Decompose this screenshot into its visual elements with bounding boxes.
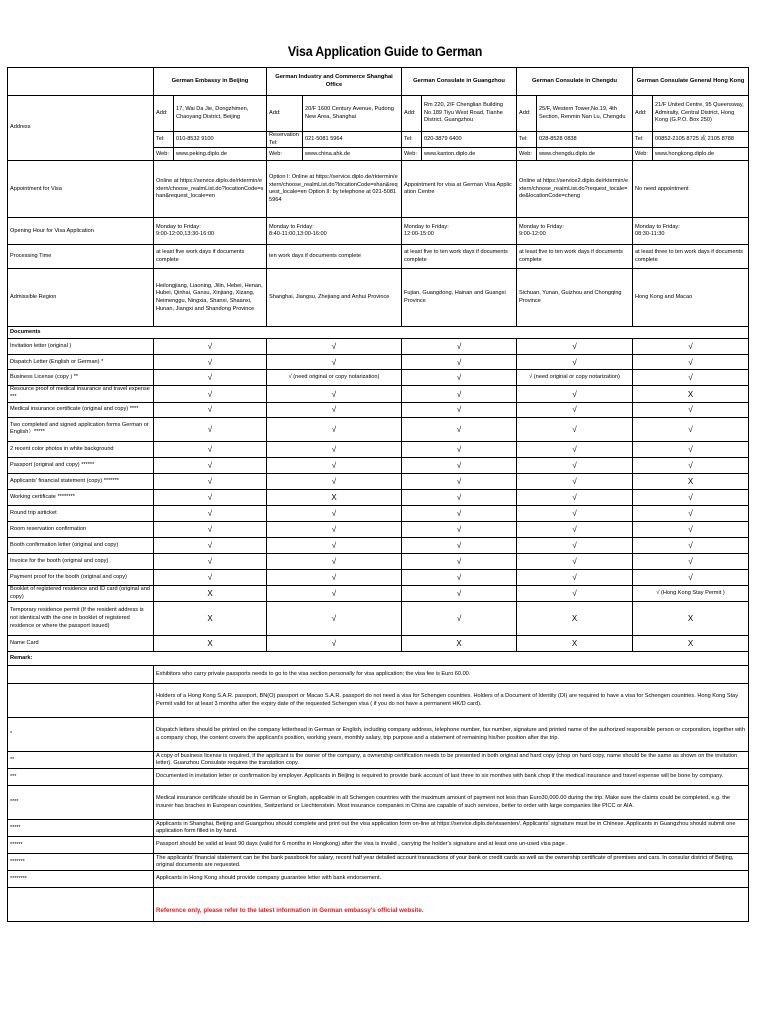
address-value: 25/F, Western Tower,No.19, 4th Section, Renmin Nan Lu, Chengdu <box>537 96 633 132</box>
column-header: German Consulate in Guangzhou <box>402 68 517 96</box>
address-key: Reservation Tel: <box>267 132 303 148</box>
document-row <box>8 505 749 521</box>
check-mark: √ <box>402 386 517 402</box>
document-label: Invoice for the booth (original and copy) <box>8 553 154 569</box>
check-mark: √ <box>267 602 402 636</box>
check-mark: √ <box>633 339 749 355</box>
address-value: 028-8528 0838 <box>537 132 633 148</box>
document-label: Temporary residence permit (If the resident address is not identical with the one in booklet of registered residence or where the passport issued) <box>8 602 154 636</box>
region-cell: Shanghai, Jiangsu, Zhejiang and Anhui Province <box>267 269 402 327</box>
remark-symbol: ******** <box>8 871 154 888</box>
cross-mark: X <box>154 585 267 601</box>
document-label: Room reservation confirmation <box>8 521 154 537</box>
cross-mark: X <box>402 636 517 652</box>
address-key: Web: <box>267 148 303 161</box>
note-row <box>8 888 749 922</box>
address-value: 17, Wai Da Jie, Dongzhimen, Chaoyang District, Beijing <box>174 96 267 132</box>
processing-row <box>8 245 749 269</box>
check-mark: √ <box>154 339 267 355</box>
check-mark: √ <box>267 417 402 441</box>
address-key: Add: <box>633 96 653 132</box>
check-mark: √ <box>517 473 633 489</box>
row-label-appointment: Appointment for Visa <box>8 161 154 218</box>
opening-cell: Monday to Friday: 8:40-11:00,13:00-16:00 <box>267 218 402 245</box>
check-mark: √ (need original or copy notarization) <box>517 370 633 386</box>
address-key: Web: <box>633 148 653 161</box>
check-mark: √ (need original or copy notarization) <box>267 370 402 386</box>
address-key: Tel: <box>154 132 174 148</box>
address-value: 020-3879 6400 <box>422 132 517 148</box>
address-value: 20/F 1600 Century Avenue, Pudong New Area, Shanghai <box>303 96 402 132</box>
document-label: Working certificate ******** <box>8 489 154 505</box>
document-row <box>8 521 749 537</box>
check-mark: √ <box>402 355 517 370</box>
region-cell: Heilongjiang, Liaoning, Jilin, Hebei, Henan, Hubei, Qinhai, Gansu, Xinjiang, Xizang, Neimenggu, Ningxia, Shanxi, Shaanxi, Hunan, Jiangxi and Shandong Province <box>154 269 267 327</box>
document-row <box>8 489 749 505</box>
check-mark: √ <box>267 585 402 601</box>
check-mark: √ (Hong Kong Stay Permit ) <box>633 585 749 601</box>
address-value: 010-8532 9100 <box>174 132 267 148</box>
check-mark: √ <box>402 602 517 636</box>
header-row <box>8 68 749 96</box>
check-mark: √ <box>517 339 633 355</box>
check-mark: √ <box>633 441 749 457</box>
column-header: German Embassy in Beijing <box>154 68 267 96</box>
check-mark: √ <box>517 553 633 569</box>
remark-symbol: **** <box>8 786 154 820</box>
document-label: Business License (copy ) ** <box>8 370 154 386</box>
remark-row <box>8 820 749 837</box>
address-key: Web: <box>517 148 537 161</box>
opening-row <box>8 218 749 245</box>
opening-cell: Monday to Friday: 9:00-12:00 <box>517 218 633 245</box>
check-mark: √ <box>154 402 267 417</box>
address-value: www.chengdu.diplo.de <box>537 148 633 161</box>
check-mark: √ <box>402 505 517 521</box>
processing-cell: ten work days if documents complete <box>267 245 402 269</box>
appointment-row <box>8 161 749 218</box>
check-mark: √ <box>267 505 402 521</box>
remark-row <box>8 718 749 752</box>
cross-mark: X <box>633 602 749 636</box>
address-value: www.kanton.diplo.de <box>422 148 517 161</box>
check-mark: √ <box>267 553 402 569</box>
region-cell: Hong Kong and Macao <box>633 269 749 327</box>
address-key: Web: <box>402 148 422 161</box>
check-mark: √ <box>633 370 749 386</box>
check-mark: √ <box>402 521 517 537</box>
document-label: Booth confirmation letter (original and copy) <box>8 537 154 553</box>
check-mark: √ <box>517 569 633 585</box>
document-row <box>8 417 749 441</box>
document-label: Payment proof for the booth (original and copy) <box>8 569 154 585</box>
check-mark: √ <box>633 489 749 505</box>
reference-note: Reference only, please refer to the latest information in German embassy's official website. <box>154 888 749 922</box>
remark-symbol: ******* <box>8 854 154 871</box>
check-mark: √ <box>402 441 517 457</box>
check-mark: √ <box>267 457 402 473</box>
remark-text: Documented in invitation letter or confirmation by employer. Applicants in Beijing is required to provide bank account of last three to six monthes with bank chop if the medical insurance and travel expense will be bone by company. <box>154 769 749 786</box>
processing-cell: at least five to ten work days if documents complete <box>402 245 517 269</box>
remark-text: The applicants' financial statement can be the bank passbook for salary, recent half year detailed account transactions of your bank or credit cards as well as the ownership certificate of premises and cars. In consular district of Beijing, original documents are requested. <box>154 854 749 871</box>
address-key: Tel: <box>402 132 422 148</box>
check-mark: √ <box>633 457 749 473</box>
address-value: 21/F United Centre, 95 Queensway, Admiralty, Central District, Hong Kong (G.P.O. Box 250) <box>653 96 749 132</box>
remark-row <box>8 786 749 820</box>
region-row <box>8 269 749 327</box>
remark-text: Dispatch letters should be printed on the company letterhead in German or English, including company address, telephone number, fax number, signature and printed name of the authorized responsible person or corporation, together with a company chop, the content covers the applicant's position, working years, monthly salary, trip purpose and a statement of remaining his/her position after the trip. <box>154 718 749 752</box>
check-mark: √ <box>402 489 517 505</box>
check-mark: √ <box>517 417 633 441</box>
region-cell: Sichuan, Yunan, Guizhou and Chongqing Province <box>517 269 633 327</box>
check-mark: √ <box>402 585 517 601</box>
check-mark: √ <box>402 417 517 441</box>
appointment-cell: No need appointment <box>633 161 749 218</box>
appointment-cell: Option I: Online at https://service.diplo.de/rktermin/extern/choose_realmList.do?locationCode=shan&request_locale=en Option II: by telephone at 021-5081 5964 <box>267 161 402 218</box>
check-mark: √ <box>402 339 517 355</box>
row-label-processing: Processing Time <box>8 245 154 269</box>
documents-header-row <box>8 327 749 339</box>
document-row <box>8 553 749 569</box>
remark-row <box>8 752 749 769</box>
document-label: Invitation letter (original ) <box>8 339 154 355</box>
check-mark: √ <box>517 457 633 473</box>
check-mark: √ <box>154 386 267 402</box>
remark-text: Applicants in Hong Kong should provide company guarantee letter with bank endorsement. <box>154 871 749 888</box>
check-mark: √ <box>267 537 402 553</box>
remark-text: Holders of a Hong Kong S.A.R. passport, BN(O) passport or Macao S.A.R. passport do not need a visa for Schengen countries. Holders of a Document of Identity (DI) are required to have a visa for Schengen countries. Hong Kong Stay Permit valid for at least 3 months after the expiry date of the requested Schengen visa ( if you do not have a permanent HK/D card). <box>154 684 749 718</box>
check-mark: √ <box>154 489 267 505</box>
cross-mark: X <box>267 489 402 505</box>
cross-mark: X <box>633 636 749 652</box>
check-mark: √ <box>402 370 517 386</box>
check-mark: √ <box>402 473 517 489</box>
check-mark: √ <box>267 569 402 585</box>
check-mark: √ <box>633 521 749 537</box>
opening-cell: Monday to Friday: 12:00-15:00 <box>402 218 517 245</box>
address-key: Add: <box>517 96 537 132</box>
remark-symbol: * <box>8 718 154 752</box>
address-value: www.peking.diplo.de <box>174 148 267 161</box>
document-row <box>8 636 749 652</box>
remark-symbol <box>8 666 154 684</box>
check-mark: √ <box>517 489 633 505</box>
check-mark: √ <box>633 402 749 417</box>
remark-row <box>8 666 749 684</box>
document-label: Round trip airticket <box>8 505 154 521</box>
document-row <box>8 537 749 553</box>
document-label: Booklet of registered residence and ID card (original and copy) <box>8 585 154 601</box>
document-label: Dispatch Letter (English or German) * <box>8 355 154 370</box>
check-mark: √ <box>402 402 517 417</box>
cross-mark: X <box>517 636 633 652</box>
check-mark: √ <box>154 537 267 553</box>
remark-row <box>8 769 749 786</box>
remark-header-row <box>8 652 749 666</box>
appointment-cell: Appointment for visa at German Visa Application Centre <box>402 161 517 218</box>
remark-row <box>8 684 749 718</box>
document-label: Passport (original and copy) ****** <box>8 457 154 473</box>
row-label-address: Address <box>8 96 154 161</box>
cross-mark: X <box>633 386 749 402</box>
address-value: www.china.ahk.de <box>303 148 402 161</box>
check-mark: √ <box>633 553 749 569</box>
note-blank <box>8 888 154 922</box>
check-mark: √ <box>517 505 633 521</box>
remark-label: Remark: <box>8 652 749 666</box>
check-mark: √ <box>517 386 633 402</box>
check-mark: √ <box>267 636 402 652</box>
region-cell: Fujian, Guangdong, Hainan and Guangxi Province <box>402 269 517 327</box>
document-row <box>8 370 749 386</box>
document-row <box>8 602 749 636</box>
check-mark: √ <box>633 505 749 521</box>
processing-cell: at least three to ten work days if documents complete <box>633 245 749 269</box>
check-mark: √ <box>517 521 633 537</box>
document-row <box>8 585 749 601</box>
row-label-region: Admissible Region <box>8 269 154 327</box>
check-mark: √ <box>154 521 267 537</box>
opening-cell: Monday to Friday: 08:30-11:30 <box>633 218 749 245</box>
remark-symbol: *** <box>8 769 154 786</box>
remark-text: A copy of business license is required, if the applicant is the owner of the company, a ownership certification needs to be presented in both original and hard copy (chop on hard copy, name should be the same as shown on the invitation letter). Guanzhou Consulate requires the translation copy. <box>154 752 749 769</box>
document-label: Name Card <box>8 636 154 652</box>
check-mark: √ <box>633 569 749 585</box>
check-mark: √ <box>154 569 267 585</box>
check-mark: √ <box>267 441 402 457</box>
processing-cell: at least five work days if documents complete <box>154 245 267 269</box>
column-header: German Consulate in Chengdu <box>517 68 633 96</box>
check-mark: √ <box>402 553 517 569</box>
check-mark: √ <box>517 537 633 553</box>
check-mark: √ <box>402 537 517 553</box>
check-mark: √ <box>517 355 633 370</box>
address-value: Rm 220, 2/F Chenglian Building No.189 Tiyu West Road, Tianhe District, Guangzhou <box>422 96 517 132</box>
column-header: German Consulate General Hong Kong <box>633 68 749 96</box>
remark-row <box>8 854 749 871</box>
address-key: Add: <box>402 96 422 132</box>
check-mark: √ <box>154 553 267 569</box>
document-row <box>8 402 749 417</box>
remark-text: Medical insurance certificate should be in German or English, applicable in all Schengen countries with the maximum amount of payment not less than Euro30,000.00 during the trip. Make sure the claims could be completed, e.g. the insurer has braches in European countries, Switzerland or Liechtenstein. Most insurance companies in China are capable of such services, better to order with large companies like PICC or AIA. <box>154 786 749 820</box>
header-blank <box>8 68 154 96</box>
cross-mark: X <box>517 602 633 636</box>
document-row <box>8 473 749 489</box>
column-header: German Industry and Commerce Shanghai Office <box>267 68 402 96</box>
remark-symbol: ****** <box>8 837 154 854</box>
remark-row <box>8 871 749 888</box>
document-row <box>8 457 749 473</box>
check-mark: √ <box>402 457 517 473</box>
check-mark: √ <box>267 355 402 370</box>
processing-cell: at least five to ten work days if documents complete <box>517 245 633 269</box>
check-mark: √ <box>517 402 633 417</box>
remark-text: Applicants in Shanghai, Beijing and Guangzhou should complete and print out the visa application form on-line at https://service.diplo.de/visaenten/. Applicants' signature must be in Chinese. Applicants in Guangzhou should submit one application form filled in by hand. <box>154 820 749 837</box>
page-title: Visa Application Guide to German <box>287 44 483 59</box>
remark-row <box>8 837 749 854</box>
check-mark: √ <box>267 473 402 489</box>
cross-mark: X <box>154 636 267 652</box>
address-key: Tel: <box>517 132 537 148</box>
appointment-cell: Online at https://service2.diplo.de/rktermin/extern/choose_realmList.do?request_locale=de&locationCode=cheng <box>517 161 633 218</box>
cross-mark: X <box>633 473 749 489</box>
address-row <box>8 96 749 132</box>
cross-mark: X <box>154 602 267 636</box>
check-mark: √ <box>267 386 402 402</box>
check-mark: √ <box>154 417 267 441</box>
address-value: 00852-2105 8725 或 2105 8788 <box>653 132 749 148</box>
document-row <box>8 569 749 585</box>
document-label: Applicants' financial statement (copy) ******* <box>8 473 154 489</box>
check-mark: √ <box>402 569 517 585</box>
address-key: Add: <box>267 96 303 132</box>
check-mark: √ <box>267 339 402 355</box>
check-mark: √ <box>267 521 402 537</box>
document-row <box>8 339 749 355</box>
check-mark: √ <box>154 370 267 386</box>
appointment-cell: Online at https://service.diplo.de/rktermin/extern/choose_realmList.do?locationCode=shan&request_locale=en <box>154 161 267 218</box>
check-mark: √ <box>633 537 749 553</box>
check-mark: √ <box>517 441 633 457</box>
address-value: www.hongkong.diplo.de <box>653 148 749 161</box>
address-key: Web: <box>154 148 174 161</box>
document-label: Two completed and signed application forms German or English）***** <box>8 417 154 441</box>
check-mark: √ <box>154 505 267 521</box>
check-mark: √ <box>633 355 749 370</box>
check-mark: √ <box>154 355 267 370</box>
address-key: Add: <box>154 96 174 132</box>
document-row <box>8 386 749 402</box>
check-mark: √ <box>267 402 402 417</box>
remark-symbol: ** <box>8 752 154 769</box>
visa-guide-table <box>7 67 749 922</box>
remark-symbol <box>8 684 154 718</box>
check-mark: √ <box>154 441 267 457</box>
remark-symbol: ***** <box>8 820 154 837</box>
document-label: Resource proof of medical insurance and travel expense *** <box>8 386 154 402</box>
check-mark: √ <box>154 473 267 489</box>
document-row <box>8 355 749 370</box>
address-key: Tel: <box>633 132 653 148</box>
remark-text: Exhibitors who carry private passports needs to go to the visa section personally for visa application; the visa fee is Euro 60.00. <box>154 666 749 684</box>
check-mark: √ <box>633 417 749 441</box>
documents-label: Documents <box>8 327 749 339</box>
document-label: Medical insurance certificate (original and copy) **** <box>8 402 154 417</box>
document-row <box>8 441 749 457</box>
opening-cell: Monday to Friday: 9:00-12:00,13:30-16:00 <box>154 218 267 245</box>
row-label-opening: Opening Hour for Visa Application <box>8 218 154 245</box>
check-mark: √ <box>517 585 633 601</box>
document-label: 2 recent color photos in white background <box>8 441 154 457</box>
check-mark: √ <box>154 457 267 473</box>
address-value: 021-5081 5964 <box>303 132 402 148</box>
remark-text: Passport should be valid at least 90 days (valid for 6 months in Hongkong) after the visa is invalid , carrying the holder's signature and at least one un-used visa page . <box>154 837 749 854</box>
